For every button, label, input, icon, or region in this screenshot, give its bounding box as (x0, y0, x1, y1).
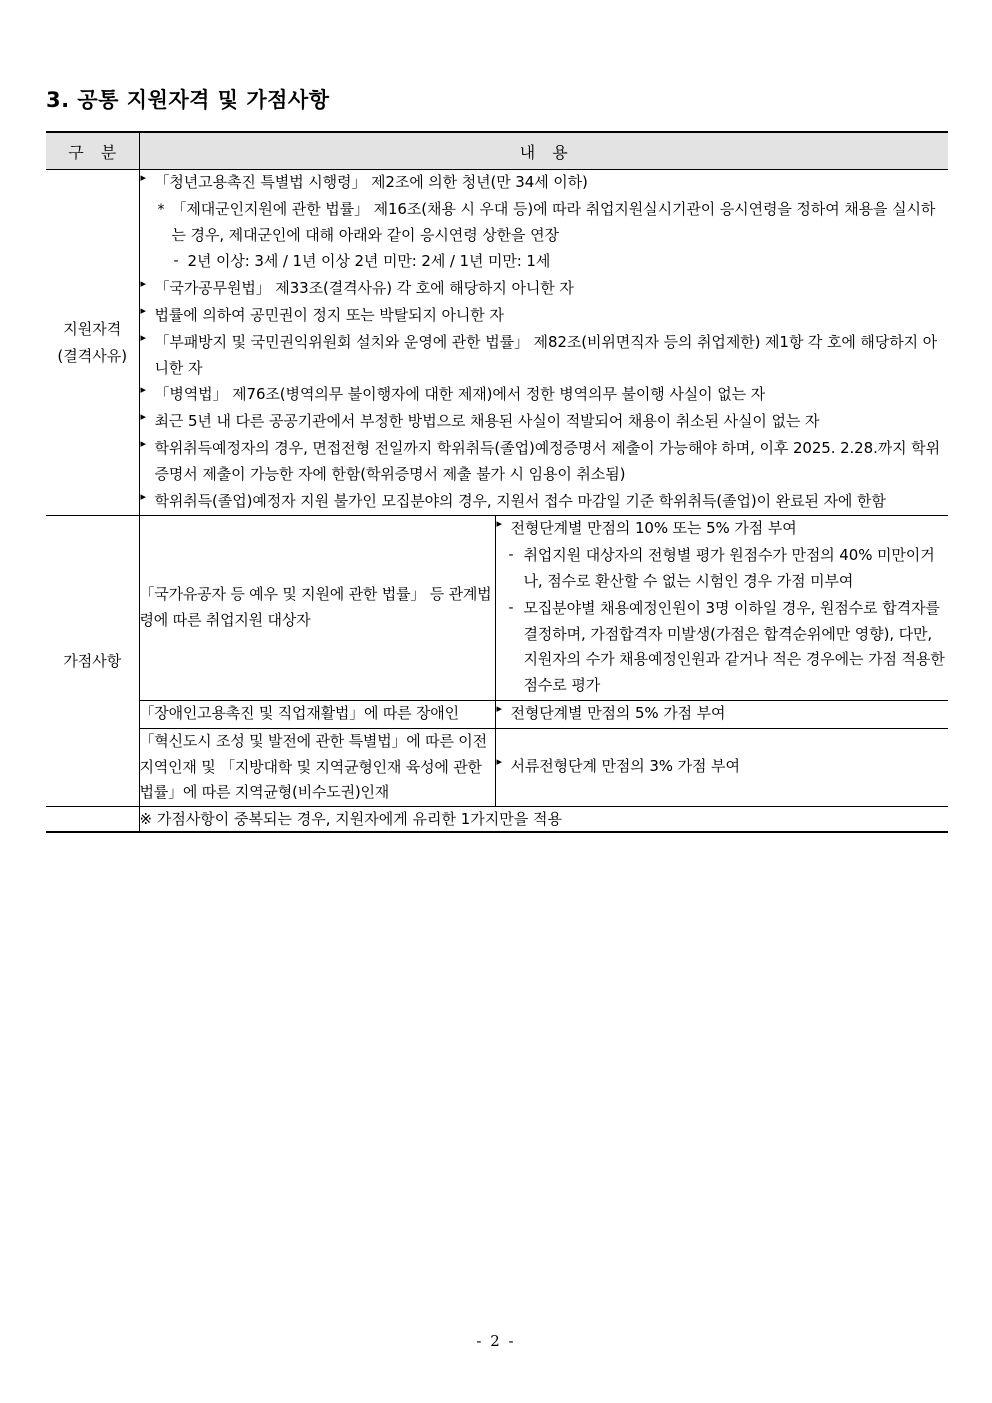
list-item: ▸ 「병역법」 제76조(병역의무 불이행자에 대한 제재)에서 정한 병역의무 불이행 사실이 없는 자 (140, 382, 949, 408)
bonus-detail-list (496, 516, 949, 699)
list-item: ▸ 전형단계별 만점의 5% 가점 부여 (496, 701, 949, 727)
cell-bonus-subject-disability (139, 700, 495, 728)
page-number: - 2 - (476, 1332, 516, 1350)
bonus-subject-text: 「혁신도시 조성 및 발전에 관한 특별법」에 따른 이전지역인재 및 「지방대학 및 지역균형인재 육성에 관한 법률」에 따른 지역균형(비수도권)인재 (139, 731, 487, 802)
column-header-content: 내 용 (139, 132, 948, 170)
row-label-eligibility-line2: (결격사유) (57, 346, 128, 365)
cell-bonus-subject-region (139, 728, 495, 806)
list-item: - 취업지원 대상자의 전형별 평가 원점수가 만점의 40% 미만이거나, 점수로 환산할 수 없는 시험인 경우 가점 미부여 (496, 543, 949, 595)
cell-bonus-subject-veteran (139, 516, 495, 701)
table-row-bonus-veteran (46, 516, 948, 701)
row-label-eligibility (46, 170, 139, 516)
page-title: 3. 공통 지원자격 및 가점사항 (46, 88, 330, 112)
list-item: * 「제대군인지원에 관한 법률」 제16조(채용 시 우대 등)에 따라 취업지원실시기관이 응시연령을 정하여 채용을 실시하는 경우, 제대군인에 대해 아래와 같이 응시연령 상한을 연장 (140, 197, 949, 249)
eligibility-list (140, 170, 949, 514)
cell-bonus-detail-disability (495, 700, 948, 728)
note-spacer-cell (46, 807, 139, 833)
bonus-subject-text: 「장애인고용촉진 및 직업재활법」에 따른 장애인 (139, 704, 459, 723)
table-header (46, 132, 948, 170)
bonus-subject-text: 「국가유공자 등 예우 및 지원에 관한 법률」 등 관계법령에 따른 취업지원 대상자 (139, 585, 492, 630)
table-row-bonus-note (46, 807, 948, 833)
table-row-eligibility (46, 170, 948, 516)
list-item: ▸ 전형단계별 만점의 10% 또는 5% 가점 부여 (496, 516, 949, 542)
bonus-detail-list (496, 754, 949, 780)
cell-bonus-detail-veteran (495, 516, 948, 701)
cell-bonus-detail-region (495, 728, 948, 806)
table-row-bonus-disability (46, 700, 948, 728)
row-label-bonus: 가점사항 (46, 516, 139, 807)
list-item: ▸ 「국가공무원법」 제33조(결격사유) 각 호에 해당하지 아니한 자 (140, 276, 949, 302)
qualification-table-wrapper (46, 131, 948, 833)
table-row-bonus-region (46, 728, 948, 806)
list-item: ▸ 「청년고용촉진 특별법 시행령」 제2조에 의한 청년(만 34세 이하) (140, 170, 949, 196)
bonus-detail-list (496, 701, 949, 727)
bonus-note: ※ 가점사항이 중복되는 경우, 지원자에게 유리한 1가지만을 적용 (139, 807, 948, 833)
table-header-row (46, 132, 948, 170)
list-item: ▸ 학위취득예정자의 경우, 면접전형 전일까지 학위취득(졸업)예정증명서 제출이 가능해야 하며, 이후 2025. 2.28.까지 학위증명서 제출이 가능한 자에 한함(학위증명서 제출 불가 시 임용이 취소됨) (140, 436, 949, 488)
list-item: - 모집분야별 채용예정인원이 3명 이하일 경우, 원점수로 합격자를 결정하며, 가점합격자 미발생(가점은 합격순위에만 영향), 다만, 지원자의 수가 채용예정인원과 같거나 적은 경우에는 가점 적용한 점수로 평가 (496, 596, 949, 699)
list-item: - 2년 이상: 3세 / 1년 이상 2년 미만: 2세 / 1년 미만: 1세 (140, 249, 949, 275)
list-item: ▸ 「부패방지 및 국민권익위원회 설치와 운영에 관한 법률」 제82조(비위면직자 등의 취업제한) 제1항 각 호에 해당하지 아니한 자 (140, 330, 949, 382)
qualification-table (46, 131, 948, 833)
row-label-eligibility-line1: 지원자격 (63, 320, 122, 339)
table-body (46, 170, 948, 833)
list-item: ▸ 학위취득(졸업)예정자 지원 불가인 모집분야의 경우, 지원서 접수 마감일 기준 학위취득(졸업)이 완료된 자에 한함 (140, 489, 949, 515)
column-header-division: 구 분 (46, 132, 139, 170)
list-item: ▸ 최근 5년 내 다른 공공기관에서 부정한 방법으로 채용된 사실이 적발되어 채용이 취소된 사실이 없는 자 (140, 409, 949, 435)
list-item: ▸ 서류전형단계 만점의 3% 가점 부여 (496, 754, 949, 780)
cell-eligibility-content (139, 170, 948, 516)
list-item: ▸ 법률에 의하여 공민권이 정지 또는 박탈되지 아니한 자 (140, 303, 949, 329)
